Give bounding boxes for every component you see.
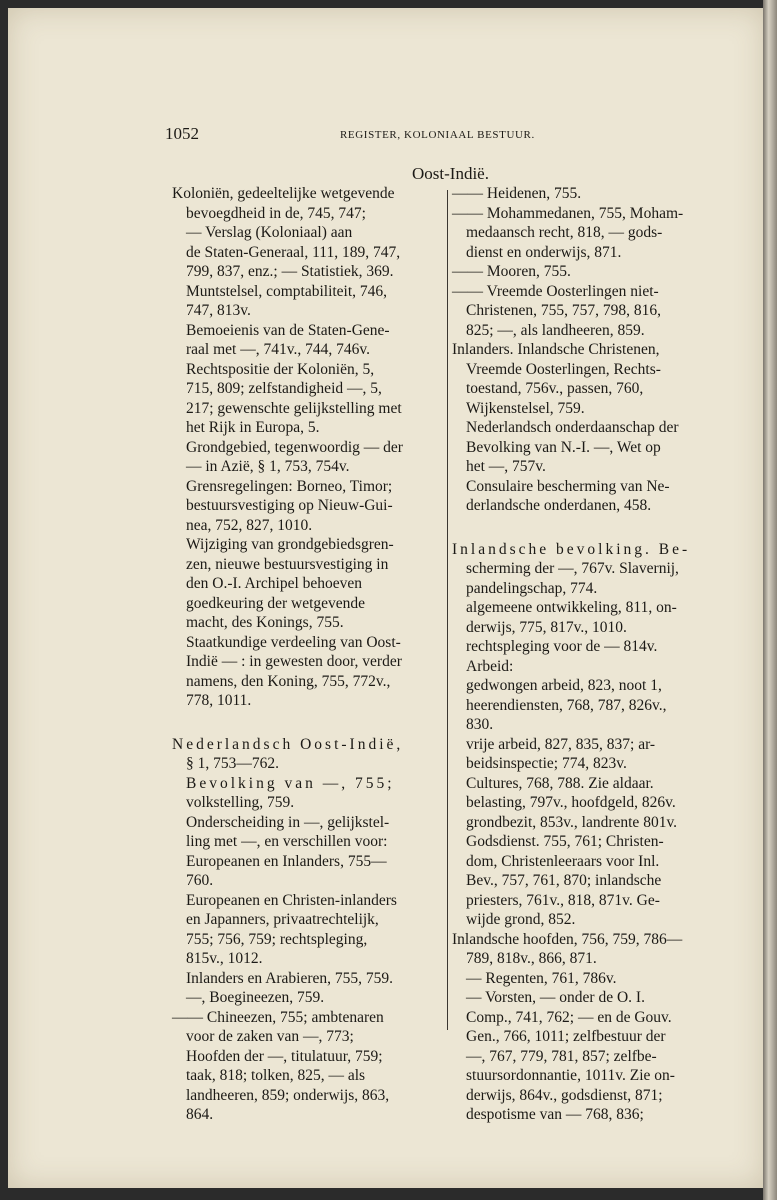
- index-line: het Rijk in Europa, 5.: [186, 419, 320, 436]
- page-header: [165, 124, 710, 144]
- index-line: bestuursvestiging op Nieuw-Gui-: [186, 497, 393, 514]
- index-line: 825; —, als landheeren, 859.: [466, 321, 645, 339]
- index-subheading: Bevolking van —, 755;: [186, 774, 395, 792]
- index-line: Inlanders. Inlandsche Christenen,: [452, 341, 660, 358]
- index-line: Arbeid:: [466, 657, 514, 675]
- index-line: § 1, 753—762.: [186, 755, 279, 772]
- index-heading: Nederlandsch Oost-Indië,: [172, 735, 404, 753]
- right-column: [452, 184, 720, 1125]
- index-line: gedwongen arbeid, 823, noot 1,: [466, 677, 662, 694]
- index-line: —— Heidenen, 755.: [452, 185, 582, 202]
- index-line: Europeanen en Inlanders, 755—: [186, 852, 387, 870]
- index-line: Europeanen en Christen-inlanders: [186, 891, 397, 909]
- index-line: 217; gewenschte gelijkstelling met: [186, 399, 402, 417]
- index-heading: Inlandsche bevolking. Be-: [452, 540, 691, 558]
- index-line: Rechtspositie der Koloniën, 5,: [186, 360, 375, 378]
- index-line: medaansch recht, 818, — gods-: [466, 224, 663, 241]
- index-line: — Regenten, 761, 786v.: [466, 969, 617, 987]
- index-line: pandelingschap, 774.: [466, 579, 598, 597]
- index-line: heerendiensten, 768, 787, 826v.,: [466, 696, 667, 714]
- index-line: macht, des Konings, 755.: [186, 614, 344, 631]
- index-line: de Staten-Generaal, 111, 189, 747,: [186, 243, 401, 261]
- index-line: den O.-I. Archipel behoeven: [186, 575, 363, 592]
- index-line: 815v., 1012.: [186, 950, 263, 967]
- index-line: ling met —, en verschillen voor:: [186, 833, 388, 850]
- index-line: landheeren, 859; onderwijs, 863,: [186, 1086, 390, 1104]
- index-line: priesters, 761v., 818, 871v. Ge-: [466, 891, 660, 909]
- index-line: volkstelling, 759.: [186, 794, 295, 811]
- index-line: 789, 818v., 866, 871.: [466, 950, 597, 967]
- index-line: en Japanners, privaatrechtelijk,: [186, 911, 379, 928]
- index-line: —— Mooren, 755.: [452, 263, 571, 280]
- index-line: 760.: [186, 872, 214, 889]
- index-line: 864.: [186, 1106, 214, 1123]
- index-line: —— Chineezen, 755; ambtenaren: [172, 1008, 384, 1026]
- index-line: Bemoeienis van de Staten-Gene-: [186, 321, 390, 339]
- index-line: Nederlandsch onderdaanschap der: [466, 419, 679, 436]
- index-line: dienst en onderwijs, 871.: [466, 243, 622, 261]
- index-line: algemeene ontwikkeling, 811, on-: [466, 599, 677, 616]
- index-line: Bev., 757, 761, 870; inlandsche: [466, 872, 662, 889]
- index-line: voor de zaken van —, 773;: [186, 1028, 354, 1045]
- index-line: —, 767, 779, 781, 857; zelfbe-: [466, 1047, 657, 1065]
- index-line: grondbezit, 853v., landrente 801v.: [466, 813, 678, 831]
- index-line: Consulaire bescherming van Ne-: [466, 477, 670, 495]
- index-line: goedkeuring der wetgevende: [186, 594, 366, 612]
- page-number: 1052: [165, 124, 199, 143]
- index-line: Godsdienst. 755, 761; Christen-: [466, 833, 664, 850]
- index-line: Inlandsche hoofden, 756, 759, 786—: [452, 930, 683, 948]
- index-line: stuursordonnantie, 1011v. Zie on-: [466, 1067, 675, 1084]
- index-line: 755; 756, 759; rechtspleging,: [186, 930, 368, 948]
- index-line: beidsinspectie; 774, 823v.: [466, 755, 627, 772]
- index-line: 715, 809; zelfstandigheid —, 5,: [186, 380, 382, 397]
- index-line: despotisme van — 768, 836;: [466, 1106, 644, 1123]
- index-line: Cultures, 768, 788. Zie aldaar.: [466, 774, 654, 792]
- index-line: Staatkundige verdeeling van Oost-: [186, 633, 401, 651]
- index-line: Inlanders en Arabieren, 755, 759.: [186, 969, 394, 987]
- index-line: Bevolking van N.-I. —, Wet op: [466, 438, 661, 456]
- index-line: Gen., 766, 1011; zelfbestuur der: [466, 1028, 666, 1045]
- index-line: derwijs, 775, 817v., 1010.: [466, 618, 627, 636]
- index-line: derwijs, 864v., godsdienst, 871;: [466, 1086, 663, 1104]
- index-line: Wijziging van grondgebiedsgren-: [186, 536, 394, 553]
- index-line: scherming der —, 767v. Slavernij,: [466, 560, 679, 577]
- index-line: —, Boegineezen, 759.: [186, 989, 325, 1006]
- index-line: Hoofden der —, titulatuur, 759;: [186, 1047, 383, 1065]
- index-line: Comp., 741, 762; — en de Gouv.: [466, 1008, 672, 1026]
- index-line: 747, 813v.: [186, 302, 251, 319]
- column-rule: [447, 190, 448, 1030]
- index-line: — Vorsten, — onder de O. I.: [466, 989, 645, 1006]
- index-line: — in Azië, § 1, 753, 754v.: [186, 458, 350, 475]
- index-line: Muntstelsel, comptabiliteit, 746,: [186, 282, 388, 300]
- index-line: toestand, 756v., passen, 760,: [466, 380, 644, 397]
- index-line: Christenen, 755, 757, 798, 816,: [466, 302, 662, 319]
- index-line: raal met —, 741v., 744, 746v.: [186, 341, 370, 358]
- index-line: 830.: [466, 716, 494, 733]
- index-line: belasting, 797v., hoofdgeld, 826v.: [466, 794, 676, 811]
- index-line: Koloniën, gedeeltelijke wetgevende: [172, 185, 395, 202]
- index-line: rechtspleging voor de — 814v.: [466, 638, 658, 655]
- index-line: Vreemde Oosterlingen, Rechts-: [466, 360, 661, 378]
- index-line: taak, 818; tolken, 825, — als: [186, 1067, 366, 1084]
- index-line: —— Vreemde Oosterlingen niet-: [452, 282, 659, 300]
- running-head: REGISTER, KOLONIAAL BESTUUR.: [340, 129, 535, 141]
- index-line: Onderscheiding in —, gelijkstel-: [186, 813, 390, 831]
- index-line: Grondgebied, tegenwoordig — der: [186, 438, 403, 456]
- index-line: namens, den Koning, 755, 772v.,: [186, 672, 391, 690]
- index-line: Wijkenstelsel, 759.: [466, 399, 585, 417]
- index-line: derlandsche onderdanen, 458.: [466, 497, 652, 514]
- index-line: wijde grond, 852.: [466, 911, 576, 928]
- index-line: zen, nieuwe bestuursvestiging in: [186, 555, 389, 573]
- left-column: [172, 184, 444, 1125]
- index-line: nea, 752, 827, 1010.: [186, 516, 313, 534]
- index-line: Grensregelingen: Borneo, Timor;: [186, 477, 393, 495]
- index-line: bevoegdheid in de, 745, 747;: [186, 204, 366, 222]
- index-line: 778, 1011.: [186, 692, 252, 709]
- index-line: Indië — : in gewesten door, verder: [186, 653, 402, 670]
- index-line: vrije arbeid, 827, 835, 837; ar-: [466, 735, 656, 753]
- index-line: het —, 757v.: [466, 458, 546, 475]
- index-line: dom, Christenleeraars voor Inl.: [466, 852, 660, 870]
- index-line: —— Mohammedanen, 755, Moham-: [452, 204, 684, 222]
- index-line: — Verslag (Koloniaal) aan: [186, 224, 353, 241]
- section-title: Oost-Indië.: [412, 164, 489, 183]
- page-edge: [763, 0, 777, 1200]
- index-line: 799, 837, enz.; — Statistiek, 369.: [186, 263, 394, 280]
